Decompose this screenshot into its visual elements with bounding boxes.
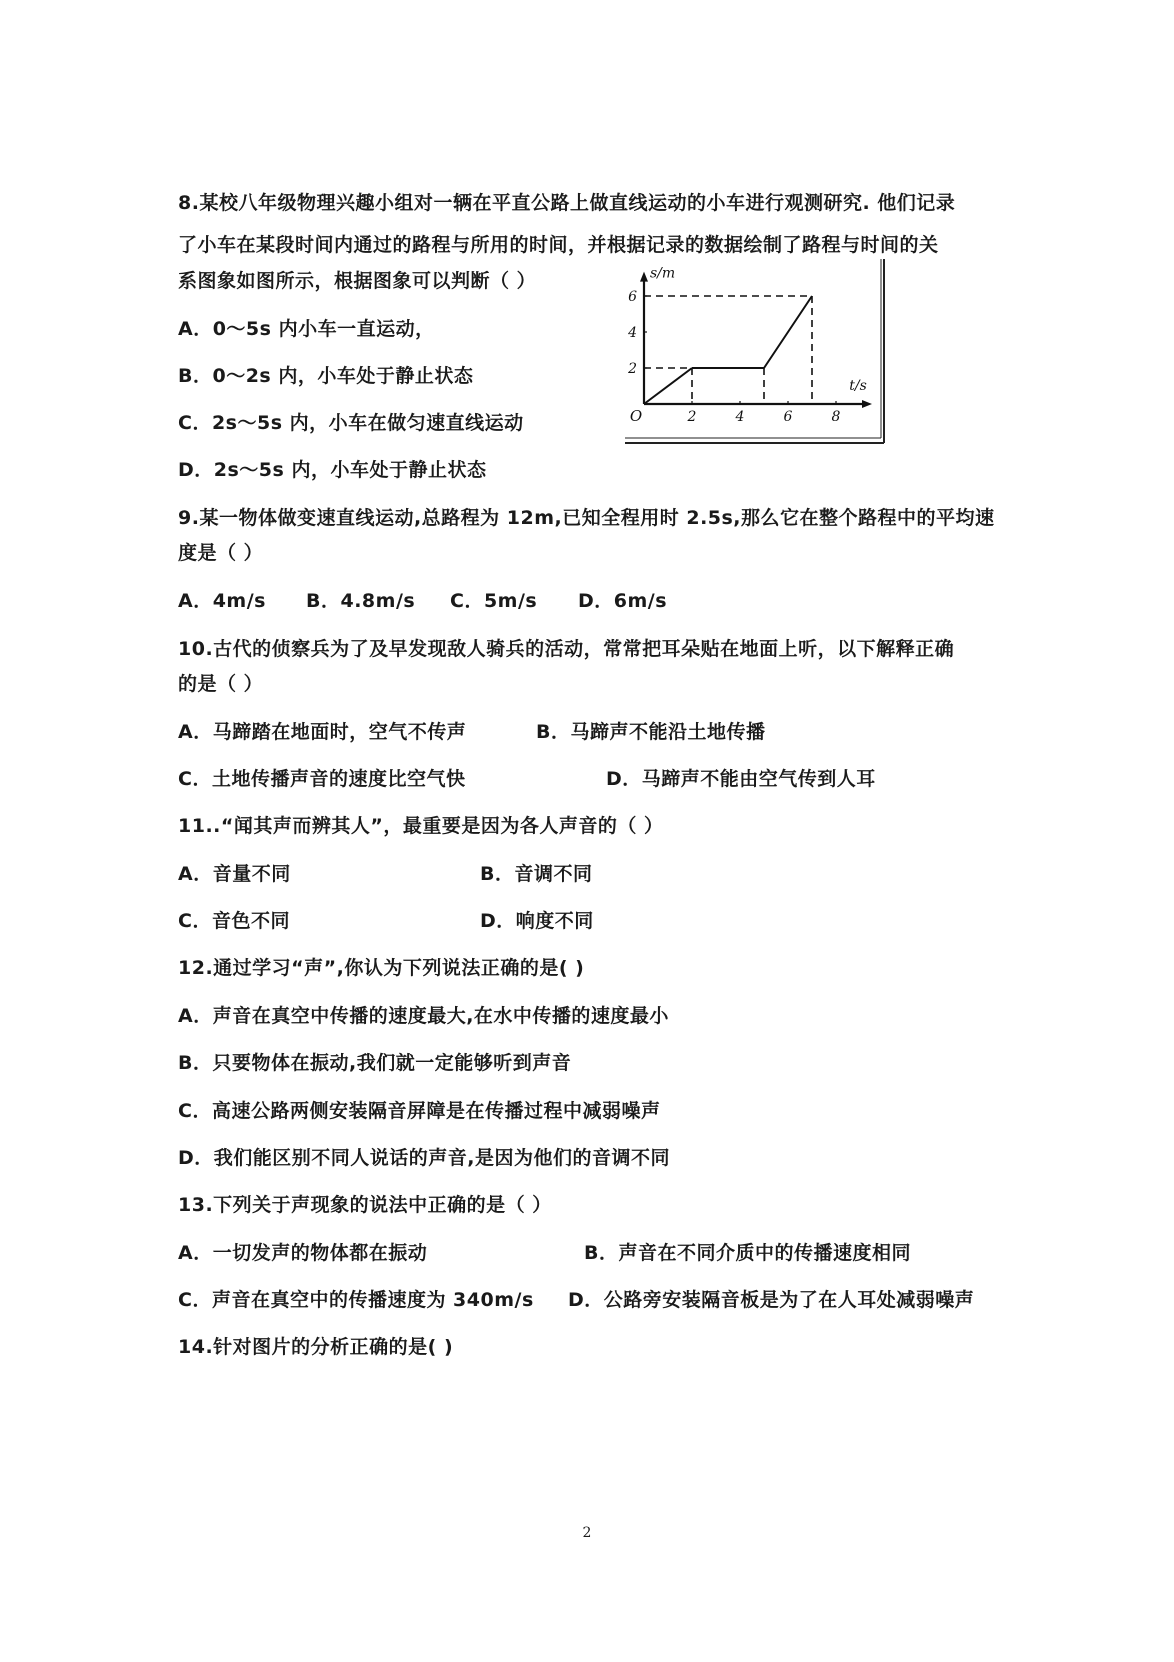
q8-option-c: C．2s～5s 内，小车在做匀速直线运动 xyxy=(178,412,524,434)
q11-option-c: C．音色不同 xyxy=(178,910,290,932)
q8-option-d: D．2s～5s 内，小车处于静止状态 xyxy=(178,459,487,481)
q10-option-b: B．马蹄声不能沿土地传播 xyxy=(536,721,766,743)
y-tick-label: 6 xyxy=(628,289,637,305)
q9-option-b: B．4.8m/s xyxy=(306,590,416,612)
q8-stem-line2: 了小车在某段时间内通过的路程与所用的时间，并根据记录的数据绘制了路程与时间的关 xyxy=(178,234,939,256)
y-tick-label: 2 xyxy=(628,361,637,377)
x-tick-label: 4 xyxy=(735,409,745,425)
q8-stem-line3: 系图象如图所示，根据图象可以判断（ ） xyxy=(178,270,537,292)
q11-option-b: B．音调不同 xyxy=(480,863,593,885)
st-graph xyxy=(624,258,886,444)
q13-option-b: B．声音在不同介质中的传播速度相同 xyxy=(584,1242,911,1264)
q12-option-a: A．声音在真空中传播的速度最大,在水中传播的速度最小 xyxy=(178,1005,669,1027)
y-tick-label: 4 xyxy=(628,325,637,341)
y-axis-label: s/m xyxy=(650,265,676,282)
x-axis-label: t/s xyxy=(849,378,867,394)
page-number: 2 xyxy=(582,1525,592,1541)
origin-label: O xyxy=(629,407,643,425)
st-graph-svg xyxy=(624,258,886,444)
q10-option-d: D．马蹄声不能由空气传到人耳 xyxy=(606,768,876,790)
x-tick-label: 2 xyxy=(687,409,697,425)
q12-stem: 12.通过学习“声”,你认为下列说法正确的是( ) xyxy=(178,957,585,979)
q12-option-b: B．只要物体在振动,我们就一定能够听到声音 xyxy=(178,1052,572,1074)
q10-option-a: A．马蹄踏在地面时，空气不传声 xyxy=(178,721,467,743)
q8-option-b: B．0～2s 内，小车处于静止状态 xyxy=(178,365,474,387)
q12-option-d: D．我们能区别不同人说话的声音,是因为他们的音调不同 xyxy=(178,1147,670,1169)
q8-option-a: A．0～5s 内小车一直运动， xyxy=(178,318,435,340)
q10-stem-line1: 10.古代的侦察兵为了及早发现敌人骑兵的活动，常常把耳朵贴在地面上听，以下解释正确 xyxy=(178,638,955,660)
q11-option-d: D．响度不同 xyxy=(480,910,594,932)
q11-stem: 11..“闻其声而辨其人”，最重要是因为各人声音的（ ） xyxy=(178,815,664,837)
q11-option-a: A．音量不同 xyxy=(178,863,291,885)
q9-stem-line1: 9.某一物体做变速直线运动,总路程为 12m,已知全程用时 2.5s,那么它在整个路程中的平均速 xyxy=(178,507,995,529)
q9-option-a: A．4m/s xyxy=(178,590,266,612)
q13-option-a: A．一切发声的物体都在振动 xyxy=(178,1242,428,1264)
q13-option-d: D．公路旁安装隔音板是为了在人耳处减弱噪声 xyxy=(568,1289,975,1311)
q9-stem-line2: 度是（ ） xyxy=(178,542,264,564)
x-tick-label: 6 xyxy=(783,409,793,425)
q9-option-d: D．6m/s xyxy=(578,590,668,612)
q14-stem: 14.针对图片的分析正确的是( ) xyxy=(178,1336,454,1358)
q13-option-c: C．声音在真空中的传播速度为 340m/s xyxy=(178,1289,534,1311)
x-tick-label: 8 xyxy=(831,409,841,425)
q13-stem: 13.下列关于声现象的说法中正确的是（ ） xyxy=(178,1194,552,1216)
q8-stem-line1: 8.某校八年级物理兴趣小组对一辆在平直公路上做直线运动的小车进行观测研究. 他们记录 xyxy=(178,192,956,214)
q10-option-c: C．土地传播声音的速度比空气快 xyxy=(178,768,466,790)
q9-option-c: C．5m/s xyxy=(450,590,538,612)
q12-option-c: C．高速公路两侧安装隔音屏障是在传播过程中减弱噪声 xyxy=(178,1100,661,1122)
q10-stem-line2: 的是（ ） xyxy=(178,673,264,695)
